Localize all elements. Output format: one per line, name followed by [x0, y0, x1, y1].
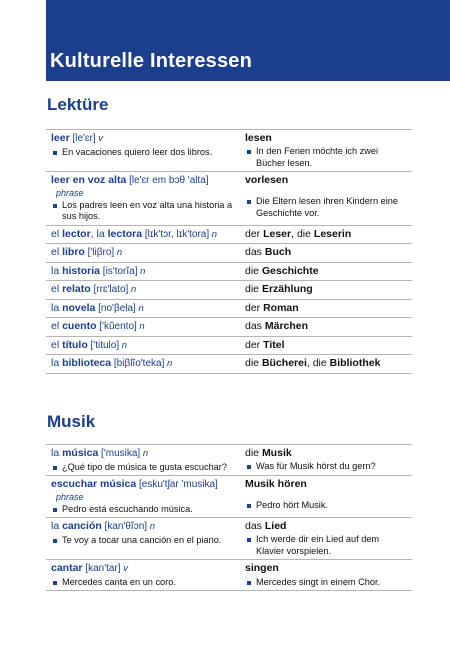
headword: leer — [51, 132, 70, 144]
german-entry — [245, 478, 409, 491]
spanish-cell — [46, 172, 240, 226]
headword: Leser — [263, 227, 292, 240]
article: la — [51, 447, 63, 459]
table-row — [46, 518, 412, 560]
german-example: Ich werde dir ein Lied auf dem Klavier vorspielen. — [245, 534, 409, 557]
spanish-cell — [46, 244, 240, 263]
part-of-speech: n — [147, 521, 155, 533]
headword: relato — [62, 283, 91, 296]
spanish-entry — [51, 562, 234, 576]
article: el — [51, 246, 63, 259]
article: la — [51, 520, 63, 533]
spanish-example: Mercedes canta en un coro. — [51, 577, 234, 589]
part-of-speech: n — [137, 265, 146, 277]
article: la — [96, 227, 108, 240]
article: die — [296, 227, 314, 240]
pronunciation: [is'torĭa] — [100, 265, 138, 277]
german-entry — [245, 339, 409, 352]
spanish-cell — [46, 445, 240, 476]
headword: lectora — [107, 227, 143, 240]
pronunciation: ['musika] — [98, 448, 141, 459]
article: das — [245, 320, 265, 333]
pronunciation: ['liβro] — [84, 247, 115, 259]
article: der — [245, 301, 264, 314]
article: die — [312, 357, 330, 370]
part-of-speech: n — [114, 247, 123, 259]
spanish-entry — [51, 478, 234, 492]
german-cell — [240, 262, 412, 281]
pronunciation: [kan'tar] — [82, 563, 121, 575]
phrase-label: phrase — [56, 187, 84, 198]
part-of-speech: n — [128, 284, 137, 296]
page-header — [46, 0, 450, 81]
article: la — [51, 357, 63, 370]
pronunciation: ['kŭento] — [96, 321, 137, 333]
spacer — [245, 491, 409, 499]
headword: singen — [245, 562, 279, 575]
section-title-musik: Musik — [47, 412, 96, 431]
article: das — [245, 520, 265, 533]
german-example: Pedro hört Musik. — [245, 500, 409, 512]
german-example: Was für Musik hörst du gern? — [245, 461, 409, 473]
article: die — [245, 357, 262, 370]
spanish-cell — [46, 299, 240, 318]
headword: lesen — [245, 132, 272, 144]
spanish-entry — [51, 320, 234, 334]
headword: novela — [62, 301, 96, 314]
vocab-table-musik — [46, 444, 412, 591]
article: der — [245, 227, 264, 240]
german-cell — [240, 225, 412, 244]
part-of-speech: n — [164, 358, 173, 370]
german-cell — [240, 318, 412, 337]
table-row — [46, 299, 412, 318]
headword: cuento — [62, 320, 97, 333]
table-row — [46, 172, 412, 226]
spanish-cell — [46, 130, 240, 172]
part-of-speech: v — [95, 133, 104, 144]
german-entry — [245, 357, 409, 370]
part-of-speech: n — [140, 448, 149, 459]
pronunciation: [esku'tʃar 'musika] — [136, 479, 218, 490]
spanish-entry — [51, 520, 234, 534]
table-row — [46, 262, 412, 281]
part-of-speech: n — [119, 339, 128, 351]
german-entry — [245, 246, 409, 259]
article: das — [245, 246, 265, 259]
headword: biblioteca — [62, 357, 112, 370]
german-entry — [245, 320, 409, 333]
spanish-entry — [51, 174, 234, 188]
german-entry — [245, 447, 409, 460]
headword: Geschichte — [261, 264, 319, 277]
article: die — [245, 283, 262, 296]
german-entry — [245, 520, 409, 533]
german-example: Mercedes singt in einem Chor. — [245, 577, 409, 589]
separator: , — [306, 357, 313, 370]
headword: canción — [62, 520, 102, 533]
spanish-entry — [51, 339, 234, 353]
german-example: Die Eltern lesen ihren Kindern eine Geschichte vor. — [245, 196, 409, 219]
german-entry — [245, 302, 409, 315]
headword: Musik hören — [245, 478, 307, 490]
article: die — [245, 264, 262, 277]
headword: lector — [62, 227, 91, 240]
headword: historia — [62, 264, 101, 277]
german-entry — [245, 228, 409, 241]
spanish-cell — [46, 281, 240, 300]
spanish-example: En vacaciones quiero leer dos libros. — [51, 147, 234, 159]
german-cell — [240, 336, 412, 355]
part-of-speech: n — [209, 228, 218, 240]
headword: cantar — [51, 562, 83, 575]
german-cell — [240, 476, 412, 518]
headword: Bücherei — [261, 357, 307, 370]
spanish-entry — [51, 357, 234, 371]
german-cell — [240, 518, 412, 560]
article: la — [51, 264, 63, 277]
article: el — [51, 283, 63, 296]
german-cell — [240, 560, 412, 591]
table-row — [46, 476, 412, 518]
part-of-speech: v — [120, 563, 128, 575]
spanish-cell — [46, 318, 240, 337]
headword: libro — [62, 246, 85, 259]
headword: leer en voz alta — [51, 174, 127, 187]
pronunciation: [le'ɛr em bɔθ 'alta] — [126, 175, 209, 187]
spanish-entry — [51, 283, 234, 297]
table-row — [46, 445, 412, 476]
pronunciation: ['titulo] — [87, 339, 120, 351]
spanish-example: Te voy a tocar una canción en el piano. — [51, 535, 234, 547]
separator: , — [291, 227, 297, 240]
table-row — [46, 281, 412, 300]
german-cell — [240, 244, 412, 263]
pronunciation: [lɪk'tɔr, lɪk'tora] — [142, 228, 210, 240]
pronunciation: [biβlĭo'teka] — [111, 358, 165, 370]
table-row — [46, 225, 412, 244]
part-of-speech: n — [136, 321, 145, 333]
separator: , — [90, 227, 97, 240]
page-title: Kulturelle Interessen — [50, 50, 253, 72]
spanish-cell — [46, 518, 240, 560]
spacer — [245, 187, 409, 195]
headword: Roman — [263, 301, 299, 314]
part-of-speech: n — [135, 302, 144, 314]
table-row — [46, 130, 412, 172]
german-entry — [245, 132, 409, 145]
headword: Leserin — [313, 227, 352, 240]
german-cell — [240, 281, 412, 300]
spanish-entry — [51, 132, 234, 146]
german-example: In den Ferien möchte ich zwei Bücher lesen. — [245, 146, 409, 169]
table-row — [46, 560, 412, 591]
pronunciation: [no'βela] — [95, 302, 136, 314]
german-cell — [240, 445, 412, 476]
phrase-label: phrase — [56, 491, 84, 502]
headword: título — [62, 338, 88, 351]
headword: Titel — [263, 338, 285, 351]
spanish-cell — [46, 355, 240, 374]
article: el — [51, 320, 63, 333]
spanish-cell — [46, 560, 240, 591]
spanish-cell — [46, 476, 240, 518]
spanish-entry — [51, 447, 234, 461]
spanish-cell — [46, 225, 240, 244]
headword: vorlesen — [245, 174, 289, 187]
spanish-cell — [46, 262, 240, 281]
german-entry — [245, 562, 409, 575]
article: el — [51, 227, 63, 240]
pronunciation: [kan'θĭɔn] — [101, 521, 148, 533]
headword: Musik — [261, 447, 292, 459]
article: la — [51, 301, 63, 314]
table-row — [46, 318, 412, 337]
german-entry — [245, 174, 409, 187]
headword: Märchen — [264, 320, 309, 333]
headword: Buch — [264, 246, 292, 259]
pronunciation: [le'ɛr] — [69, 133, 96, 144]
spanish-example: Los padres leen en voz alta una historia a sus hijos. — [51, 200, 234, 223]
headword: Erzählung — [261, 283, 313, 296]
german-entry — [245, 265, 409, 278]
headword: Bibliothek — [329, 357, 381, 370]
vocab-table-lektuere — [46, 129, 412, 374]
article: die — [245, 447, 262, 459]
article: der — [245, 338, 264, 351]
german-cell — [240, 172, 412, 226]
german-cell — [240, 355, 412, 374]
headword: Lied — [264, 520, 287, 533]
headword: música — [62, 447, 99, 459]
pronunciation: [rrɛ'lato] — [90, 284, 129, 296]
german-cell — [240, 299, 412, 318]
spanish-entry — [51, 246, 234, 260]
table-row — [46, 244, 412, 263]
spanish-entry — [51, 265, 234, 279]
article: el — [51, 338, 63, 351]
table-row — [46, 336, 412, 355]
headword: escuchar música — [51, 478, 137, 490]
spanish-example: Pedro está escuchando música. — [51, 504, 234, 516]
spanish-entry — [51, 302, 234, 316]
german-entry — [245, 283, 409, 296]
table-row — [46, 355, 412, 374]
german-cell — [240, 130, 412, 172]
section-title-lektuere: Lektüre — [47, 95, 109, 114]
spanish-cell — [46, 336, 240, 355]
spanish-entry — [51, 228, 234, 242]
spanish-example: ¿Qué tipo de música te gusta escuchar? — [51, 462, 234, 474]
